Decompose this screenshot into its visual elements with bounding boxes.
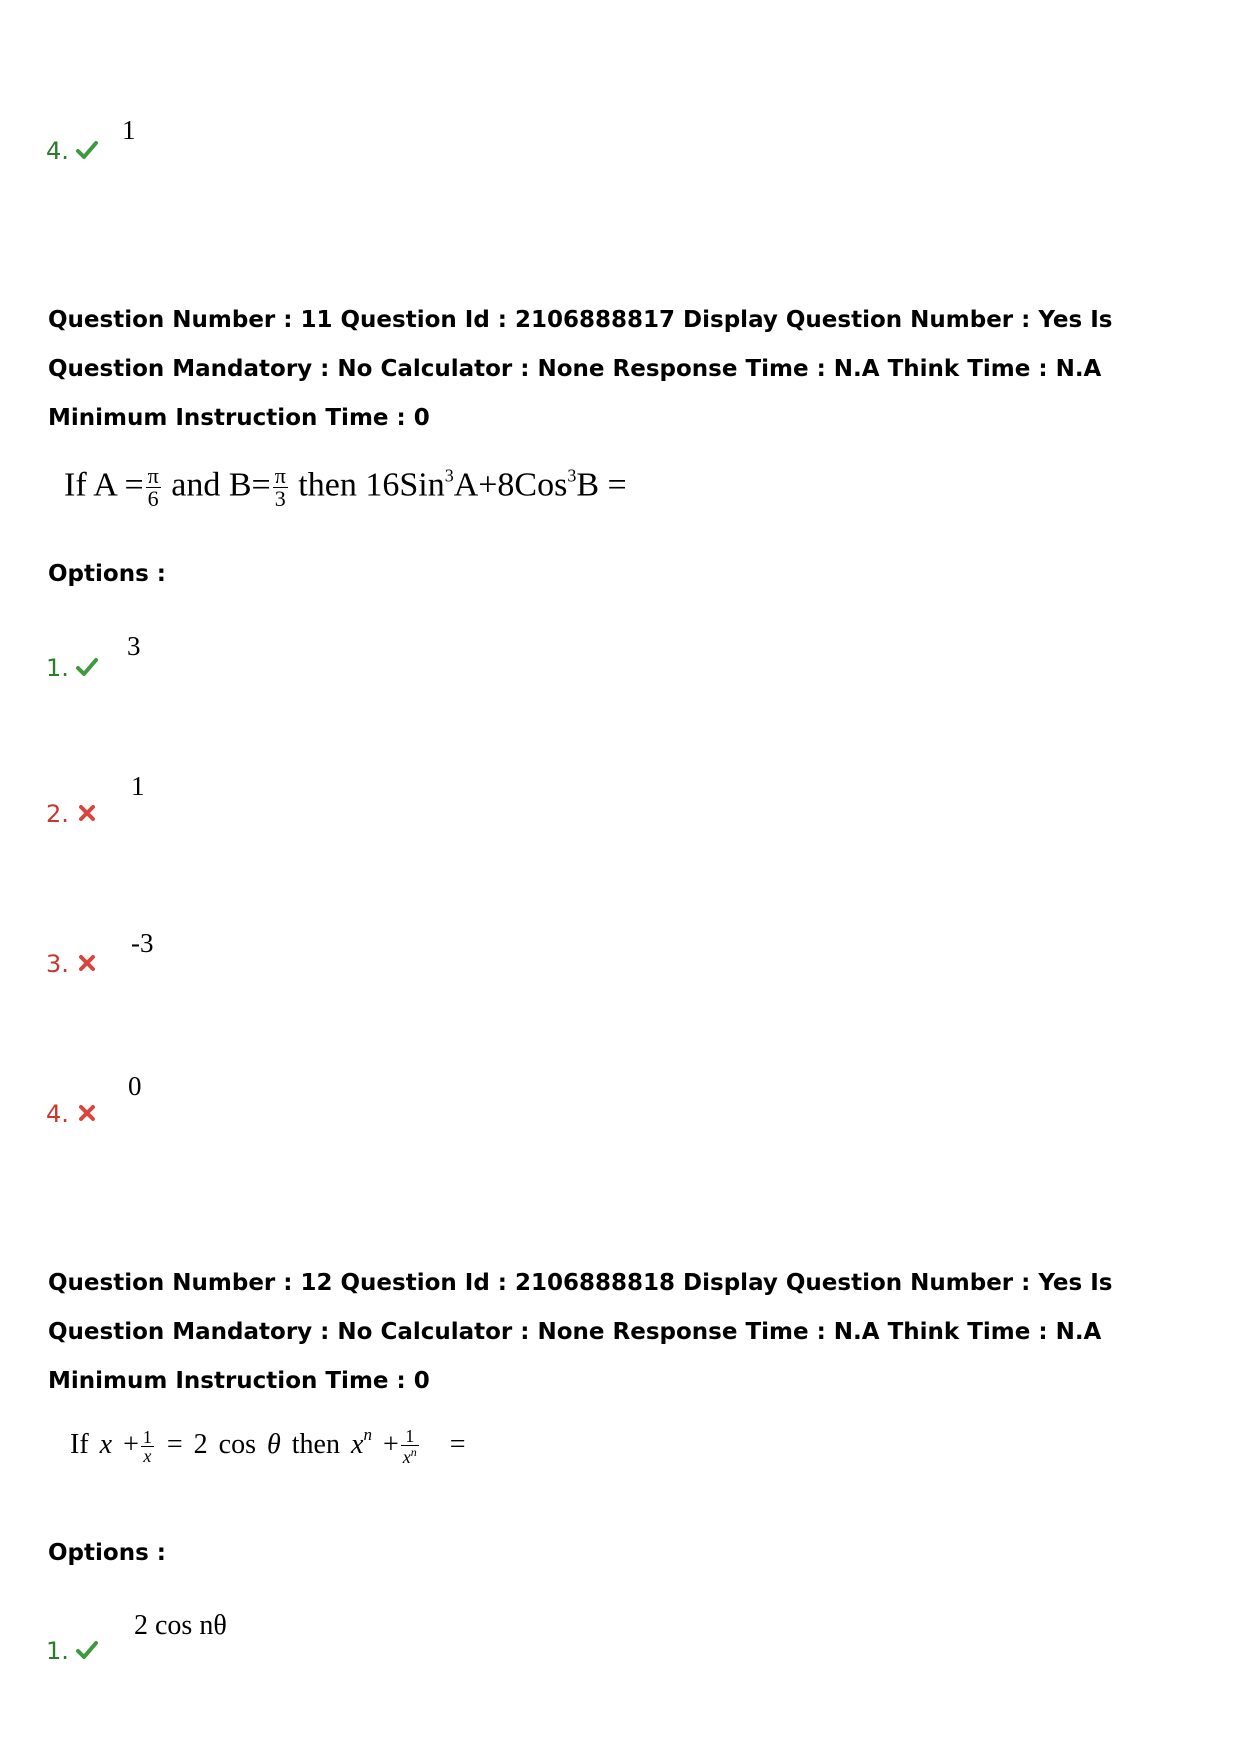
q11-option-3-value: -3 [131,928,154,958]
prev-option-number: 4. [46,136,99,166]
check-icon [75,1638,99,1662]
fraction-pi-3: $\frac{\pi}{3}$ [274,463,286,511]
fraction-1-x: $\frac{1}{x}$ [142,1427,152,1467]
q11-option-2-value: 1 [131,771,145,801]
q11-option-1-value: 3 [127,631,141,661]
q11-option-2-number: 2. [46,799,99,829]
q11-options-label: Options : [48,561,166,587]
prev-option-value: 1 [122,115,136,145]
q11-option-1-number: 1. [46,653,99,683]
q11-option-3-number: 3. [46,949,99,979]
q12-options-label: Options : [48,1540,166,1566]
check-icon [75,655,99,679]
cross-icon [75,801,99,825]
cross-icon [75,951,99,975]
check-icon [75,138,99,162]
fraction-1-xn: $\frac{1}{x^n}$ [402,1426,417,1468]
q12-option-1-number: 1. [46,1636,99,1666]
q11-meta: Question Number : 11 Question Id : 2106888817 Display Question Number : Yes Is Question Mandatory : No Calculator : None Response Time : N.A Think Time : N.A Minimum Instruction Time : 0 [48,307,1113,431]
q12-option-1-value: 2 cos nθ [134,1610,227,1641]
q11-option-4-number: 4. [46,1099,99,1129]
cross-icon [75,1101,99,1125]
q12-formula: If x + $\frac{1}{x}$ = 2 cos θ then $x^n$ + $\frac{1}{x^n}$ = [70,1425,466,1468]
fraction-pi-6: $\frac{\pi}{6}$ [147,463,159,511]
q11-option-4-value: 0 [128,1071,142,1101]
q12-meta: Question Number : 12 Question Id : 2106888818 Display Question Number : Yes Is Question Mandatory : No Calculator : None Response Time : N.A Think Time : N.A Minimum Instruction Time : 0 [48,1270,1113,1394]
q11-formula: If A = $\frac{\pi}{6}$ and B= $\frac{\pi}{3}$ then 16Sin$^3$A+8Cos$^3$B = [64,463,627,511]
